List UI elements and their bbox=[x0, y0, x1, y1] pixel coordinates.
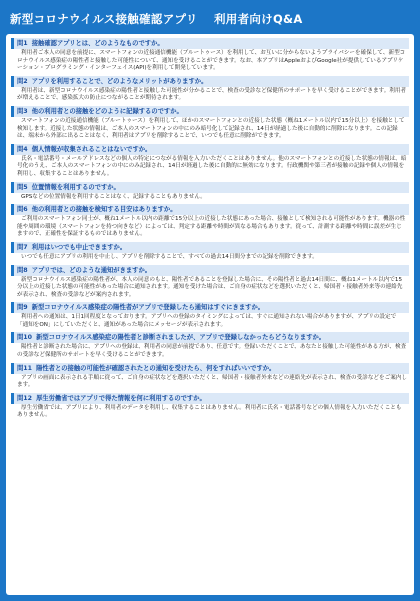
answer-text: ご利用のスマートフォン同士が、概ね1メートル以内の距離で15分以上の近接した状態にあった場合、接触として検知される可能性があります。機器の性能や周囲の環境（スマートフォンを持つ向きなど）によっては、判定する距離や時間が異なる場合もあります。従って、計測する距離や時間に誤差が生じますので、正確性を保証するものではありません。 bbox=[17, 216, 406, 238]
question-text: 陽性者との接触の可能性が確認されたとの通知を受けたら、何をすればいいですか。 bbox=[36, 364, 276, 372]
qa-item bbox=[11, 204, 409, 239]
answer-text: アプリの画面に表示される手順に従って、ご自身の症状などを選択いただくと、帰国者・接触者外来などの連絡先が表示され、検査の受診などをご案内します。 bbox=[17, 374, 407, 389]
question-text: 接触確認アプリとは、どのようなものですか。 bbox=[31, 40, 164, 47]
question-heading bbox=[11, 242, 409, 253]
question-heading bbox=[11, 38, 409, 49]
qa-item bbox=[11, 363, 409, 390]
answer-text: 利用者への通知は、1日1回程度となっております。アプリへの登録のタイミングによっては、すぐに通知されない場合がありますが、アプリの設定で「通知をON」にしていただくと、通知があった場合にメッセージが表示されます。 bbox=[17, 314, 397, 328]
answer-text: 陽性者と診断された場合に、アプリへの登録は、利用者の同意が前提であり、任意です。登録いただくことで、あなたと接触した可能性がある方が、検査の受診など保健所のサポートを早く受けることができます。 bbox=[17, 344, 407, 359]
question-heading bbox=[11, 76, 409, 87]
qa-item bbox=[11, 76, 409, 103]
question-heading bbox=[11, 363, 409, 374]
answer-text: 利用者は、新型コロナウイルス感染症の陽性者と接触した可能性が分かることで、検査の受診など保健所のサポートを早く受けることができます。利用者が増えることで、感染拡大の防止につながることが期待されます。 bbox=[17, 87, 407, 102]
audience-subtitle: 利用者向けQ&A bbox=[213, 12, 303, 26]
qa-item bbox=[11, 265, 409, 300]
qa-item bbox=[11, 332, 409, 359]
question-text: アプリでは、どのような通知がきますか。 bbox=[31, 266, 152, 274]
answer-text: 利用者ご本人の同意を前提に、スマートフォンの近接通信機能（ブルートゥース）を利用して、お互いに分からないようプライバシーを確保して、新型コロナウイルス感染症の陽性者と接触した可能性について、通知を受けることができます。なお、本アプリはAppleおよびGoogle社が提供しているアプリケーション・プログラミング・インターフェイス(API)を利用して開発しています。 bbox=[17, 50, 406, 72]
question-heading bbox=[11, 144, 409, 155]
question-heading bbox=[11, 182, 409, 193]
question-number: 問6 bbox=[17, 206, 28, 214]
question-number: 問12 bbox=[17, 394, 33, 402]
question-number: 問3 bbox=[17, 107, 28, 115]
question-text: 利用はいつでも中止できますか。 bbox=[31, 243, 127, 251]
question-text: 個人情報が収集されることはないですか。 bbox=[31, 145, 152, 153]
question-text: 厚生労働省ではアプリで得た情報を何に利用するのですか。 bbox=[36, 394, 206, 402]
qa-item bbox=[11, 242, 409, 262]
qa-panel bbox=[6, 34, 414, 595]
answer-text: いつでも任意にアプリの利用を中止し、アプリを削除することで、すべての過去14日間分までの記録を削除できます。 bbox=[21, 253, 318, 260]
question-number: 問11 bbox=[17, 364, 33, 372]
question-heading bbox=[11, 302, 409, 313]
question-number: 問1 bbox=[17, 40, 28, 47]
question-heading bbox=[11, 393, 409, 404]
question-number: 問10 bbox=[17, 334, 33, 342]
answer-text: スマートフォンの近接通信機能（ブルートゥース）を利用して、ほかのスマートフォンとの近接した状態（概ね1メートル以内で15分以上）を接触として検知します。近接した状態の情報は、ご本人のスマートフォンの中にのみ暗号化して記録され、14日が経過した後に自動的に削除になります。この記録は、端末から外部に出ることはなく、利用者はアプリを削除することで、いつでも任意に削除ができます。 bbox=[17, 117, 405, 140]
question-text: 他の利用者との接触を検知する目安はありますか。 bbox=[31, 206, 177, 214]
page-title bbox=[10, 8, 410, 30]
qa-item bbox=[11, 302, 409, 329]
question-number: 問8 bbox=[17, 266, 28, 274]
qa-item bbox=[11, 38, 409, 73]
answer-text: 厚生労働省では、アプリにより、利用者のデータを利用し、収集することはありません。利用者に氏名・電話番号などの個人情報を入力いただくこともありません。 bbox=[17, 404, 402, 419]
answer-text: 氏名・電話番号・メールアドレスなどの個人の特定につながる情報を入力いただくことはありません。他のスマートフォンとの近接した状態の情報は、暗号化のうえ、ご本人のスマートフォンの中にのみ記録され、14日が経過した後に自動的に無効になります。行政機関や第三者が接触の記録や個人の情報を利用し、収集することはありません。 bbox=[17, 155, 407, 177]
question-heading bbox=[11, 332, 409, 343]
question-heading bbox=[11, 265, 409, 276]
app-title: 新型コロナウイルス接触確認アプリ bbox=[10, 12, 198, 26]
answer-text: GPSなどの位置情報を利用することはなく、記録することもありません。 bbox=[21, 193, 206, 200]
question-number: 問2 bbox=[17, 77, 28, 85]
qa-item bbox=[11, 144, 409, 179]
question-number: 問5 bbox=[17, 183, 28, 191]
question-heading bbox=[11, 106, 409, 117]
question-text: 位置情報を利用するのですか。 bbox=[31, 183, 120, 191]
qa-item bbox=[11, 182, 409, 202]
question-heading bbox=[11, 204, 409, 215]
answer-text: 新型コロナウイルス感染症の陽性者が、本人の同意のもと、陽性者であることを登録した場合に、その陽性者と過去14日間に、概ね1メートル以内で15分以上の近接した状態の可能性があった場合に通知されます。通知を受けた場合は、ご自身の症状などを選択いただくと、帰国者・接触者外来等の連絡先が表示され、検査の受診などが案内されます。 bbox=[17, 276, 403, 298]
qa-item bbox=[11, 393, 409, 420]
question-text: 新型コロナウイルス感染症の陽性者がアプリで登録したら通知はすぐにきますか。 bbox=[31, 304, 265, 312]
question-text: アプリを利用することで、どのようなメリットがありますか。 bbox=[31, 77, 208, 85]
question-number: 問7 bbox=[17, 243, 28, 251]
question-text: 新型コロナウイルス感染症の陽性者と診断されましたが、アプリで登録しなかったらどうなりますか。 bbox=[36, 334, 326, 342]
question-number: 問4 bbox=[17, 145, 28, 153]
question-number: 問9 bbox=[17, 304, 28, 312]
question-text: 他の利用者との接触をどのように記録するのですか。 bbox=[31, 107, 183, 115]
qa-item bbox=[11, 106, 409, 141]
